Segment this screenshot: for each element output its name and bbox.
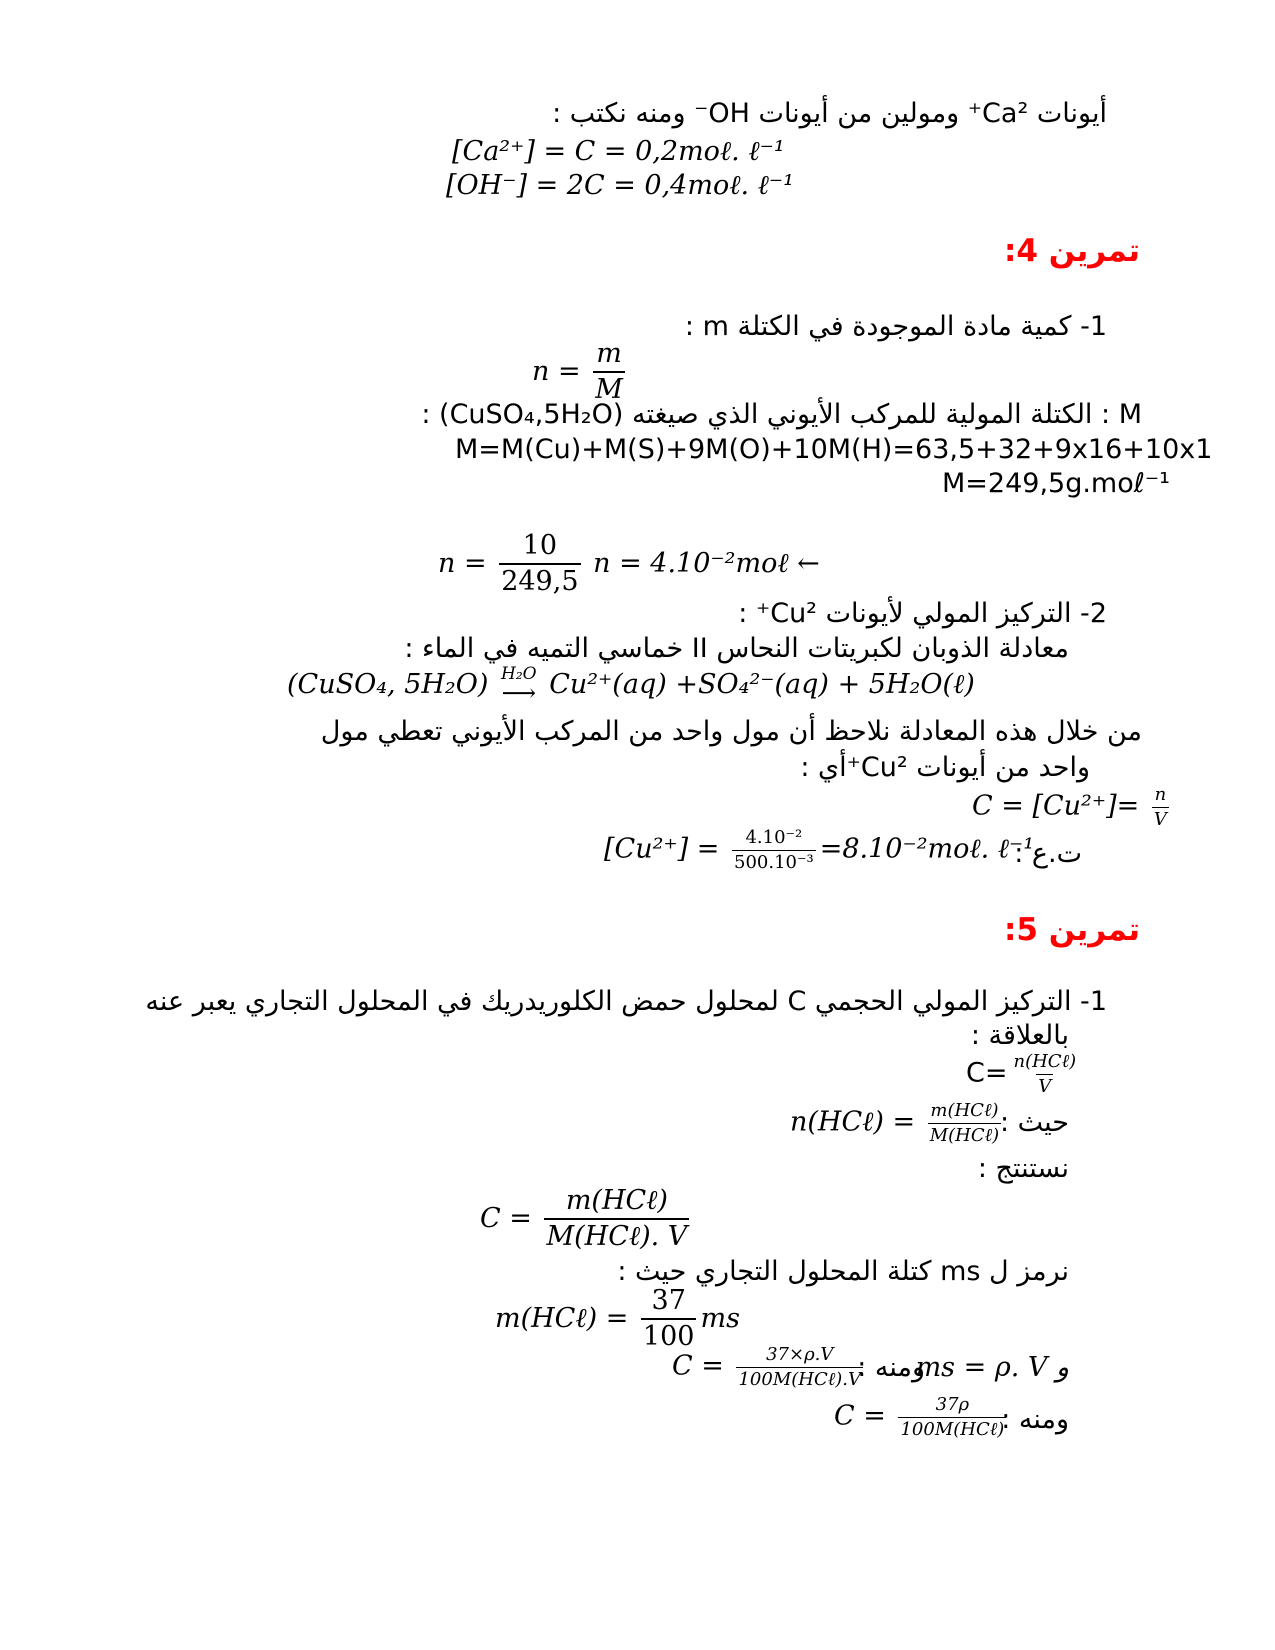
n-calc-rhs: n = 4.10⁻²moℓ ← <box>593 547 820 579</box>
n-calc-num: 10 <box>522 530 558 561</box>
and-then-label: ومنه : <box>857 1352 925 1383</box>
n-formula-den: M <box>593 371 625 406</box>
intro-line: أيونات Ca²⁺ ومولين من أيونات OH⁻ ومنه نكتب : <box>552 98 1107 129</box>
nhcl-num: m(HCℓ) <box>930 1100 999 1121</box>
c-formula-den: V <box>1153 808 1167 830</box>
c2-fraction <box>544 1185 689 1254</box>
molar-mass-sum: M=M(Cu)+M(S)+9M(O)+10M(H)=63,5+32+9x16+10x1 <box>455 434 1213 465</box>
c3-fraction <box>736 1344 863 1390</box>
cu-calculation <box>604 827 1034 873</box>
molar-mass-result: M=249,5g.moℓ⁻¹ <box>942 468 1170 499</box>
c-formula-3 <box>672 1344 867 1390</box>
c-formula-fraction <box>1152 784 1169 830</box>
c2-den: M(HCℓ). V <box>544 1218 689 1253</box>
n-formula-lhs: n = <box>532 355 581 387</box>
c-def-den: V <box>1038 1075 1052 1097</box>
c-def-lhs: C= <box>966 1057 1008 1089</box>
mhcl-den: 100 <box>641 1318 697 1353</box>
c4-den: 100M(HCℓ) <box>900 1418 1005 1440</box>
ex4-question-2: 2- التركيز المولي لأيونات Cu²⁺ : <box>738 598 1107 629</box>
ex4-question-1: 1- كمية مادة الموجودة في الكتلة m : <box>684 311 1107 342</box>
eq-reactant: (CuSO₄, 5H₂O) <box>287 668 489 700</box>
c-def-num: n(HCℓ) <box>1013 1051 1077 1072</box>
c-formula-num: n <box>1154 784 1167 805</box>
observation-line-2: واحد من أيونات Cu²⁺أي : <box>800 752 1090 783</box>
arrow-label: H₂O <box>501 664 537 684</box>
nhcl-den: M(HCℓ) <box>929 1124 1000 1146</box>
reaction-arrow <box>501 666 537 705</box>
mhcl-lhs: m(HCℓ) = <box>495 1302 629 1334</box>
ex5-question-1-line-1: 1- التركيز المولي الحجمي C لمحلول حمض الكلوريدريك في المحلول التجاري يعبر عنه <box>145 986 1107 1017</box>
c4-num: 37ρ <box>935 1394 970 1415</box>
where-label: حيث : <box>999 1107 1069 1138</box>
n-calc-den: 249,5 <box>499 563 580 598</box>
eq-product-so4: +SO₄²⁻(aq) <box>675 668 829 700</box>
oh-concentration: [OH⁻] = 2C = 0,4moℓ. ℓ⁻¹ <box>446 170 794 201</box>
dissolution-equation <box>287 666 975 705</box>
c-formula-lhs: C = [Cu²⁺]= <box>972 790 1140 822</box>
c-formula-final <box>834 1394 1010 1440</box>
n-calculation <box>438 530 820 599</box>
cu-calc-num: 4.10⁻² <box>745 827 803 848</box>
numerical-application-label: ت.ع : <box>1014 838 1082 869</box>
mhcl-num: 37 <box>651 1285 686 1316</box>
c4-lhs: C = <box>834 1400 886 1432</box>
cu-calc-fraction <box>732 827 816 873</box>
exercise-5-heading: تمرين 5: <box>1003 912 1140 948</box>
ms-equation: و ms = ρ. V <box>915 1352 1069 1383</box>
arrow-icon: ⟶ <box>501 679 536 707</box>
c-formula-2 <box>480 1185 693 1254</box>
eq-product-water: + 5H₂O(ℓ) <box>837 668 975 700</box>
nhcl-fraction <box>928 1100 1001 1146</box>
cu-calc-lhs: [Cu²⁺] = <box>604 833 720 865</box>
c3-num: 37×ρ.V <box>766 1344 834 1365</box>
mhcl-rhs: ms <box>700 1302 740 1334</box>
c3-den: 100M(HCℓ).V <box>738 1368 861 1390</box>
c2-lhs: C = <box>480 1202 532 1234</box>
n-formula-num: m <box>596 338 622 369</box>
ex5-question-1-line-2: بالعلاقة : <box>970 1020 1069 1051</box>
cu-calc-den: 500.10⁻³ <box>734 851 814 873</box>
deduce-label: نستنتج : <box>977 1153 1069 1184</box>
observation-line-1: من خلال هذه المعادلة نلاحظ أن مول واحد من المركب الأيوني تعطي مول <box>320 716 1142 747</box>
c-definition <box>966 1051 1082 1097</box>
ms-definition: نرمز ل ms كتلة المحلول التجاري حيث : <box>617 1256 1069 1287</box>
n-calc-fraction <box>499 530 580 599</box>
nhcl-formula <box>790 1100 1005 1146</box>
c4-fraction <box>898 1394 1006 1440</box>
n-formula-fraction <box>593 338 625 407</box>
n-calc-lhs: n = <box>438 547 487 579</box>
cu-calc-rhs: =8.10⁻²moℓ. ℓ⁻¹ <box>819 833 1035 865</box>
eq-product-cu: Cu²⁺(aq) <box>549 668 667 700</box>
nhcl-lhs: n(HCℓ) = <box>790 1106 916 1138</box>
c-formula <box>972 784 1173 830</box>
dissolution-text: معادلة الذوبان لكبريتات النحاس II خماسي التميه في الماء : <box>404 633 1069 664</box>
ca-concentration: [Ca²⁺] = C = 0,2moℓ. ℓ⁻¹ <box>452 136 785 167</box>
exercise-4-heading: تمرين 4: <box>1003 233 1140 269</box>
c2-num: m(HCℓ) <box>565 1185 668 1216</box>
c3-lhs: C = <box>672 1350 724 1382</box>
n-formula <box>532 338 629 407</box>
final-label: ومنه : <box>1001 1404 1069 1435</box>
molar-mass-definition: M : الكتلة المولية للمركب الأيوني الذي صيغته (CuSO₄,5H₂O) : <box>421 399 1142 430</box>
c-def-fraction <box>1011 1051 1078 1097</box>
